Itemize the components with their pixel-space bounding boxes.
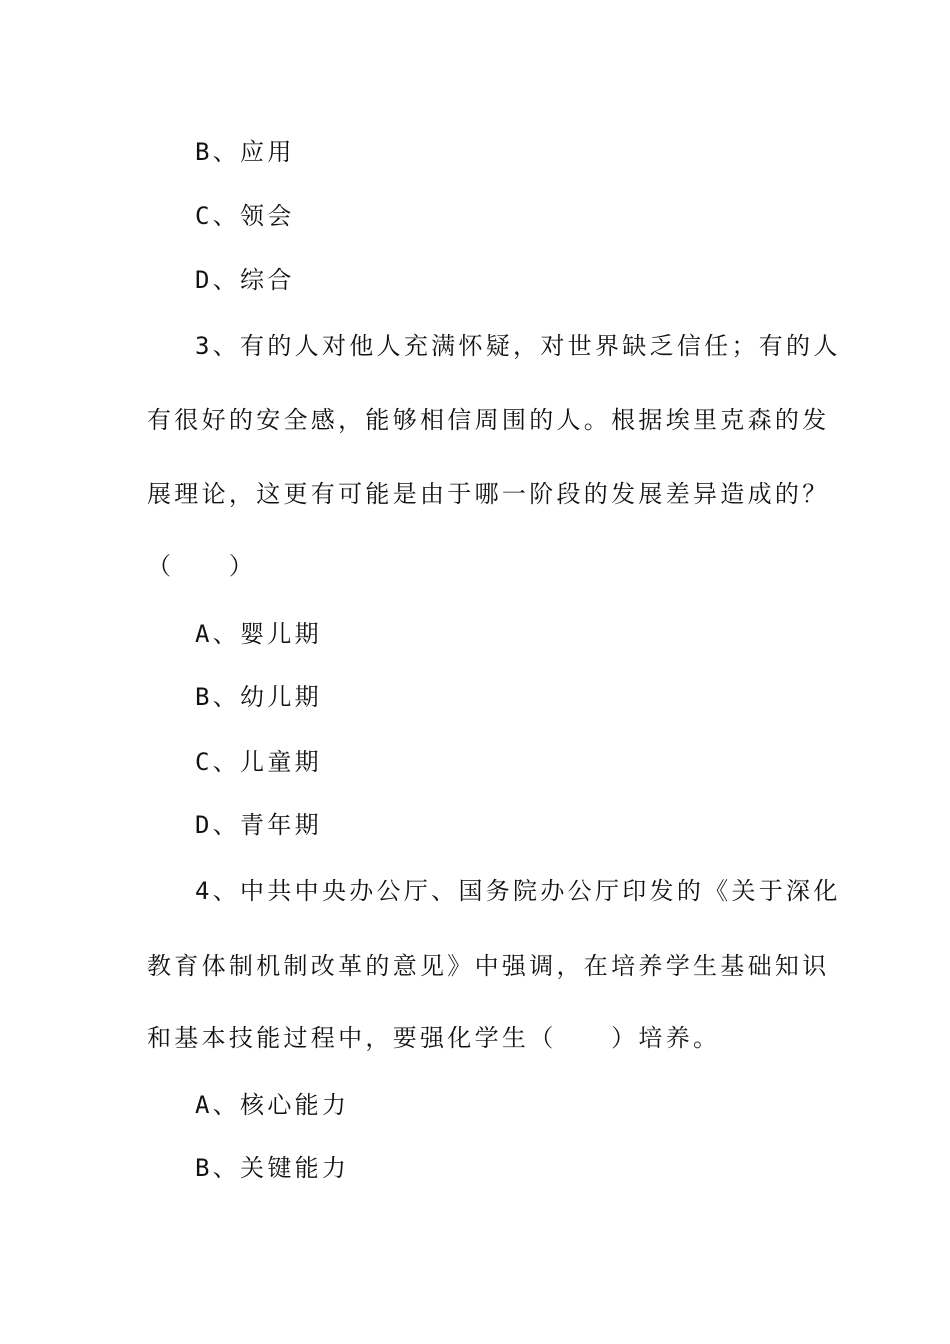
q3-option-d: D、青年期 [195,811,322,839]
q3-answer-blank: （ ） [147,552,257,580]
q3-option-a: A、婴儿期 [195,620,322,648]
q4-question-line-1: 4、中共中央办公厅、国务院办公厅印发的《关于深化 [195,877,841,905]
q2-option-b: B、应用 [195,138,295,166]
q4-option-b: B、关键能力 [195,1154,350,1182]
q3-option-b: B、幼儿期 [195,683,322,711]
q4-question-line-3: 和基本技能过程中，要强化学生（ ）培养。 [147,1024,721,1052]
q3-question-line-1: 3、有的人对他人充满怀疑，对世界缺乏信任；有的人 [195,332,841,360]
q2-option-d: D、综合 [195,266,295,294]
q4-option-a: A、核心能力 [195,1091,350,1119]
q3-question-line-3: 展理论，这更有可能是由于哪一阶段的发展差异造成的？ [147,480,830,508]
q4-question-line-2: 教育体制机制改革的意见》中强调，在培养学生基础知识 [147,952,830,980]
q2-option-c: C、领会 [195,202,295,230]
q3-option-c: C、儿童期 [195,748,322,776]
q3-question-line-2: 有很好的安全感，能够相信周围的人。根据埃里克森的发 [147,406,830,434]
